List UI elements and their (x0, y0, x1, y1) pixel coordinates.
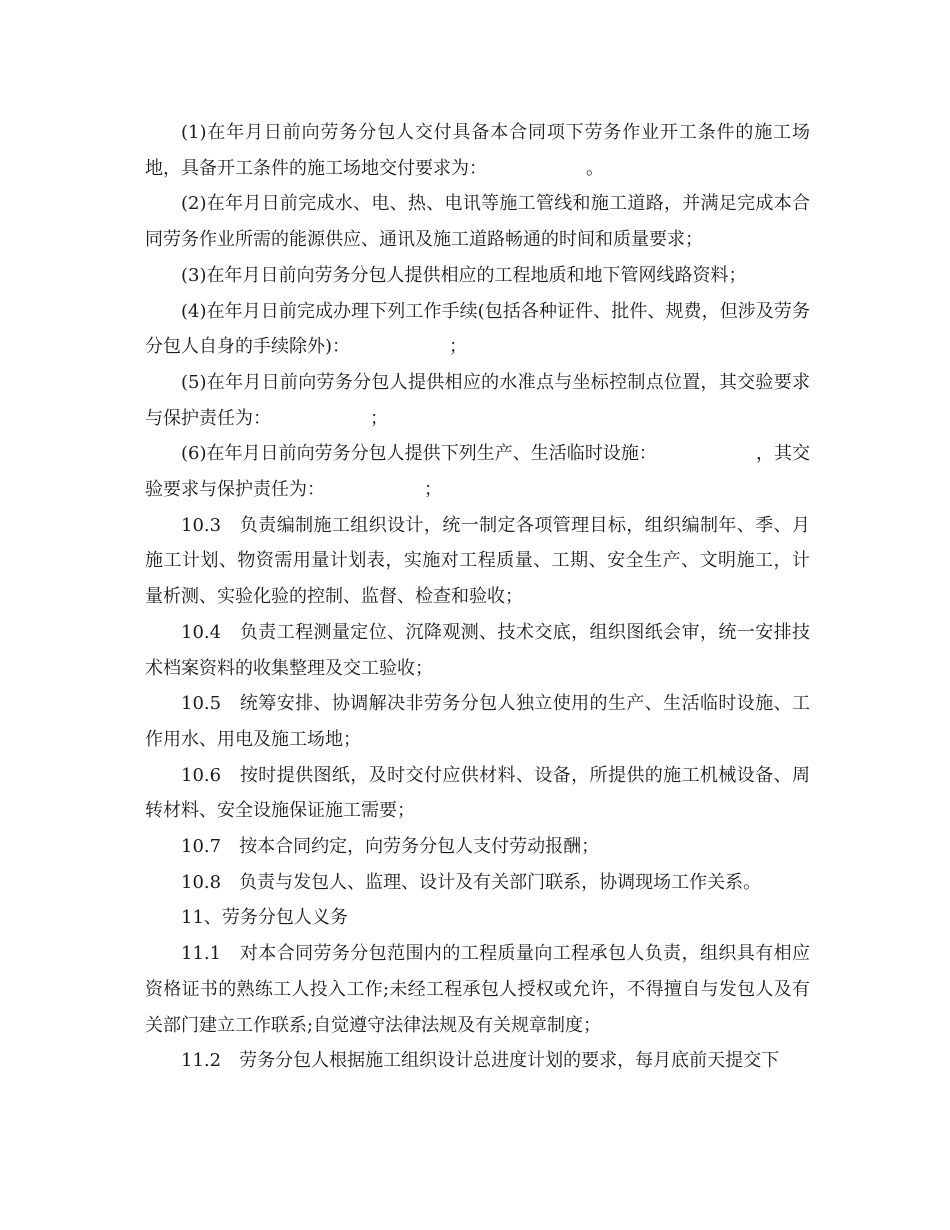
section-heading-11: 11、劳务分包人义务 (181, 907, 348, 929)
clause-10-5: 10.5 统筹安排、协调解决非劳务分包人独立使用的生产、生活临时设施、工作用水、用电及施工场地； (145, 693, 810, 750)
document-body (145, 115, 810, 1079)
clause-3: (3)在年月日前向劳务分包人提供相应的工程地质和地下管网线路资料； (181, 264, 747, 286)
clause-11-1: 11.1 对本合同劳务分包范围内的工程质量向工程承包人负责，组织具有相应资格证书的熟练工人投入工作;未经工程承包人授权或允许，不得擅自与发包人及有关部门建立工作联系;自觉遵守法律法规及有关规章制度； (145, 943, 810, 1036)
clause-6: (6)在年月日前向劳务分包人提供下列生产、生活临时设施： ，其交验要求与保护责任为： ； (145, 443, 810, 501)
clause-2: (2)在年月日前完成水、电、热、电讯等施工管线和施工道路，并满足完成本合同劳务作业所需的能源供应、通讯及施工道路畅通的时间和质量要求； (145, 193, 810, 251)
clause-10-4: 10.4 负责工程测量定位、沉降观测、技术交底，组织图纸会审，统一安排技术档案资料的收集整理及交工验收； (145, 621, 810, 679)
clause-10-3: 10.3 负责编制施工组织设计，统一制定各项管理目标，组织编制年、季、月施工计划、物资需用量计划表，实施对工程质量、工期、安全生产、文明施工，计量析测、实验化验的控制、监督、检查和验收； (145, 514, 810, 608)
clause-11-2: 11.2 劳务分包人根据施工组织设计总进度计划的要求，每月底前天提交下 (181, 1050, 780, 1072)
clause-10-8: 10.8 负责与发包人、监理、设计及有关部门联系，协调现场工作关系。 (181, 871, 762, 893)
clause-10-7: 10.7 按本合同约定，向劳务分包人支付劳动报酬； (181, 836, 600, 858)
clause-10-6: 10.6 按时提供图纸，及时交付应供材料、设备，所提供的施工机械设备、周转材料、安全设施保证施工需要； (145, 764, 810, 822)
clause-1: (1)在年月日前向劳务分包人交付具备本合同项下劳务作业开工条件的施工场地，具备开工条件的施工场地交付要求为： 。 (145, 122, 810, 179)
clause-4: (4)在年月日前完成办理下列工作手续(包括各种证件、批件、规费，但涉及劳务分包人自身的手续除外)： ； (145, 300, 810, 358)
clause-5: (5)在年月日前向劳务分包人提供相应的水准点与坐标控制点位置，其交验要求与保护责任为： ； (145, 371, 810, 429)
